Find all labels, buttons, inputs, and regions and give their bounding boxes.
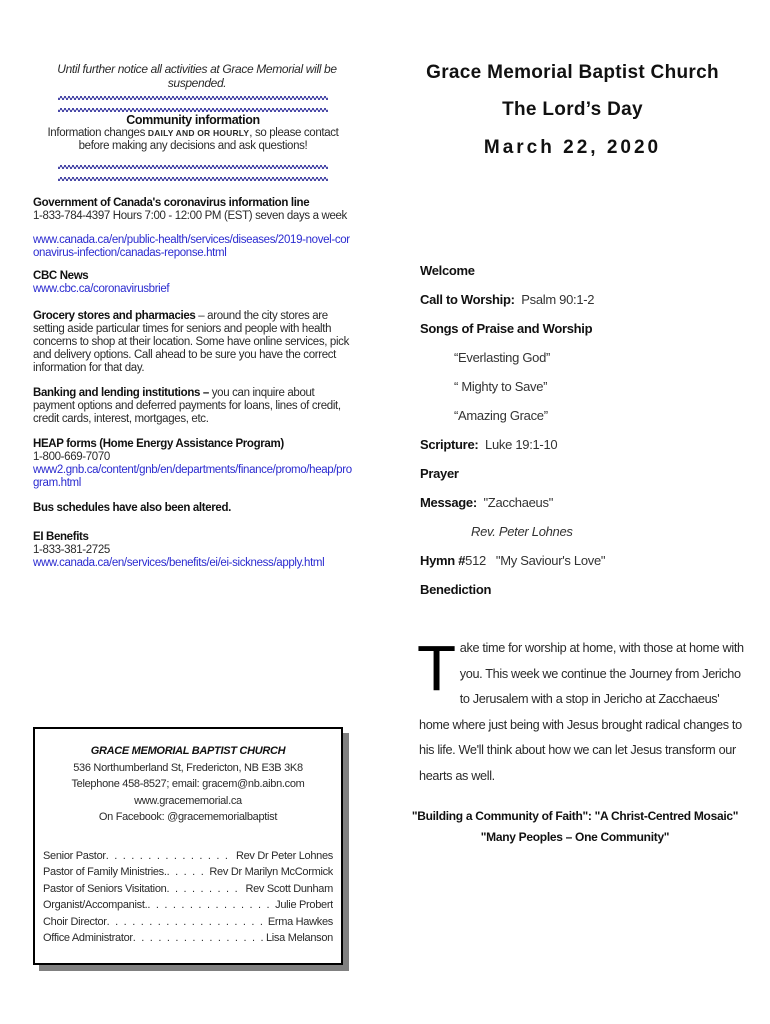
staff-name: Rev Dr Marilyn McCormick xyxy=(209,866,333,878)
song-item: “Amazing Grace” xyxy=(454,408,548,423)
cbc-link[interactable]: www.cbc.ca/coronavirusbrief xyxy=(33,283,170,295)
staff-role: Office Administrator xyxy=(43,932,133,944)
staff-role: Pastor of Family Ministries. xyxy=(43,866,167,878)
grocery-section xyxy=(33,310,353,375)
banking-title: Banking and lending institutions – xyxy=(33,387,209,399)
drop-cap: T xyxy=(417,632,456,704)
staff-row xyxy=(43,930,333,947)
ei-phone: 1-833-381-2725 xyxy=(33,544,110,556)
staff-row xyxy=(43,848,333,865)
ei-link[interactable]: www.canada.ca/en/services/benefits/ei/ei-sickness/apply.html xyxy=(33,557,325,569)
order-label: Call to Worship: xyxy=(420,292,515,307)
staff-row xyxy=(43,914,333,931)
leader-dots xyxy=(133,930,264,947)
gov-canada-link[interactable]: www.canada.ca/en/public-health/services/diseases/2019-novel-coronavirus-infection/canadas-reponse.html xyxy=(33,234,350,259)
preacher: Rev. Peter Lohnes xyxy=(471,524,573,539)
staff-name: Rev Scott Dunham xyxy=(245,882,333,895)
church-address: 536 Northumberland St, Fredericton, NB E3B 3K8 xyxy=(73,761,303,774)
reflection-text: ake time for worship at home, with those at home with you. This week we continue the Journey from Jericho to Jerusalem with a stop in Jericho at Zacchaeus' home where just being with Jesus brought radical changes to his life. We'll think about how we can let Jesus transform our hearts as well. xyxy=(419,641,744,783)
reflection-paragraph xyxy=(417,632,747,789)
church-contact xyxy=(35,743,341,826)
order-call-to-worship xyxy=(420,289,605,318)
order-songs xyxy=(420,318,605,347)
order-label: Message: xyxy=(420,495,477,510)
order-benediction xyxy=(420,579,605,608)
wavy-divider xyxy=(58,104,328,112)
order-welcome xyxy=(420,260,605,289)
order-label: Scripture: xyxy=(420,437,479,452)
church-website: www.gracememorial.ca xyxy=(134,794,242,807)
staff-role: Organist/Accompanist. xyxy=(43,899,148,911)
church-info-box xyxy=(33,727,343,965)
cbc-section xyxy=(33,270,353,296)
ei-title: EI Benefits xyxy=(33,531,89,543)
community-body-text: Information changes xyxy=(47,127,148,139)
order-label: Benediction xyxy=(420,582,492,597)
order-message xyxy=(420,492,605,521)
staff-row xyxy=(43,881,333,898)
staff-name: Julie Probert xyxy=(275,899,333,911)
order-hymn xyxy=(420,550,605,579)
lords-day-heading: The Lord’s Day xyxy=(502,99,643,120)
community-body-text: , so please contact before making any decisions and ask questions! xyxy=(78,127,339,152)
motto-line-2: "Many Peoples – One Community" xyxy=(480,830,670,844)
gov-canada-section xyxy=(33,197,353,260)
heap-section xyxy=(33,438,353,490)
bus-notice: Bus schedules have also been altered. xyxy=(33,502,231,514)
cbc-title: CBC News xyxy=(33,270,89,282)
church-facebook: On Facebook: @gracememorialbaptist xyxy=(98,811,278,823)
community-info-title: Community information xyxy=(126,113,260,127)
staff-name: Lisa Melanson xyxy=(265,932,333,944)
staff-row xyxy=(43,864,333,881)
wavy-divider xyxy=(58,173,328,181)
order-label: Prayer xyxy=(420,466,459,481)
gov-canada-phone: 1-833-784-4397 Hours 7:00 - 12:00 PM (EST) seven days a week xyxy=(33,210,347,222)
leader-dots xyxy=(166,881,243,898)
leader-dots xyxy=(106,848,234,865)
order-label: Songs of Praise and Worship xyxy=(420,321,593,336)
wavy-divider xyxy=(58,165,328,173)
staff-name: Erma Hawkes xyxy=(267,915,333,928)
church-info-title: GRACE MEMORIAL BAPTIST CHURCH xyxy=(90,745,286,757)
community-info-body xyxy=(33,127,353,153)
heap-title: HEAP forms (Home Energy Assistance Program) xyxy=(33,438,284,450)
church-name-heading: Grace Memorial Baptist Church xyxy=(426,62,719,83)
staff-row xyxy=(43,897,333,914)
order-value: "Zacchaeus" xyxy=(483,495,554,510)
staff-name: Rev Dr Peter Lohnes xyxy=(235,849,333,862)
gov-canada-title: Government of Canada's coronavirus information line xyxy=(33,197,310,209)
leader-dots xyxy=(167,864,208,881)
order-value: Luke 19:1-10 xyxy=(485,437,558,452)
wavy-divider xyxy=(58,96,328,104)
song-item: “Everlasting God” xyxy=(454,350,551,365)
leader-dots xyxy=(147,897,273,914)
church-phone-email: Telephone 458-8527; email: gracem@nb.aibn.com xyxy=(71,778,305,790)
grocery-body: – around the city stores are setting aside particular times for seniors and people with health concerns to shop at their location. Some have online services, pick and delivery options. Call ahead to be sure you have the correct information for that day. xyxy=(33,310,349,374)
order-scripture xyxy=(420,434,605,463)
community-info-column xyxy=(33,62,353,570)
suspension-notice: Until further notice all activities at Grace Memorial will be suspended. xyxy=(57,62,337,90)
church-motto xyxy=(400,806,750,848)
heap-phone: 1-800-669-7070 xyxy=(33,451,110,463)
song-item: “ Mighty to Save” xyxy=(454,379,548,394)
staff-role: Pastor of Seniors Visitation xyxy=(43,882,167,895)
order-value: 512 "My Saviour's Love" xyxy=(465,553,606,568)
order-prayer xyxy=(420,463,605,492)
banking-section xyxy=(33,387,353,426)
motto-line-1: "Building a Community of Faith": "A Christ-Centred Mosaic" xyxy=(411,809,739,823)
heap-link[interactable]: www2.gnb.ca/content/gnb/en/departments/finance/promo/heap/program.html xyxy=(33,464,352,489)
order-label: Welcome xyxy=(420,263,475,278)
staff-list xyxy=(43,848,333,947)
ei-section xyxy=(33,531,353,570)
leader-dots xyxy=(107,914,266,931)
order-of-service xyxy=(420,260,605,608)
order-label: Hymn # xyxy=(420,553,466,568)
banking-body: you can inquire about payment options and deferred payments for loans, lines of credit, credit cards, interest, mortgages, etc. xyxy=(33,387,341,425)
staff-role: Choir Director xyxy=(43,915,107,928)
order-value: Psalm 90:1-2 xyxy=(521,292,595,307)
grocery-title: Grocery stores and pharmacies xyxy=(33,310,196,322)
service-date: March 22, 2020 xyxy=(483,137,662,158)
community-body-emphasis: DAILY AND OR HOURLY xyxy=(147,128,250,138)
staff-role: Senior Pastor xyxy=(43,849,106,862)
